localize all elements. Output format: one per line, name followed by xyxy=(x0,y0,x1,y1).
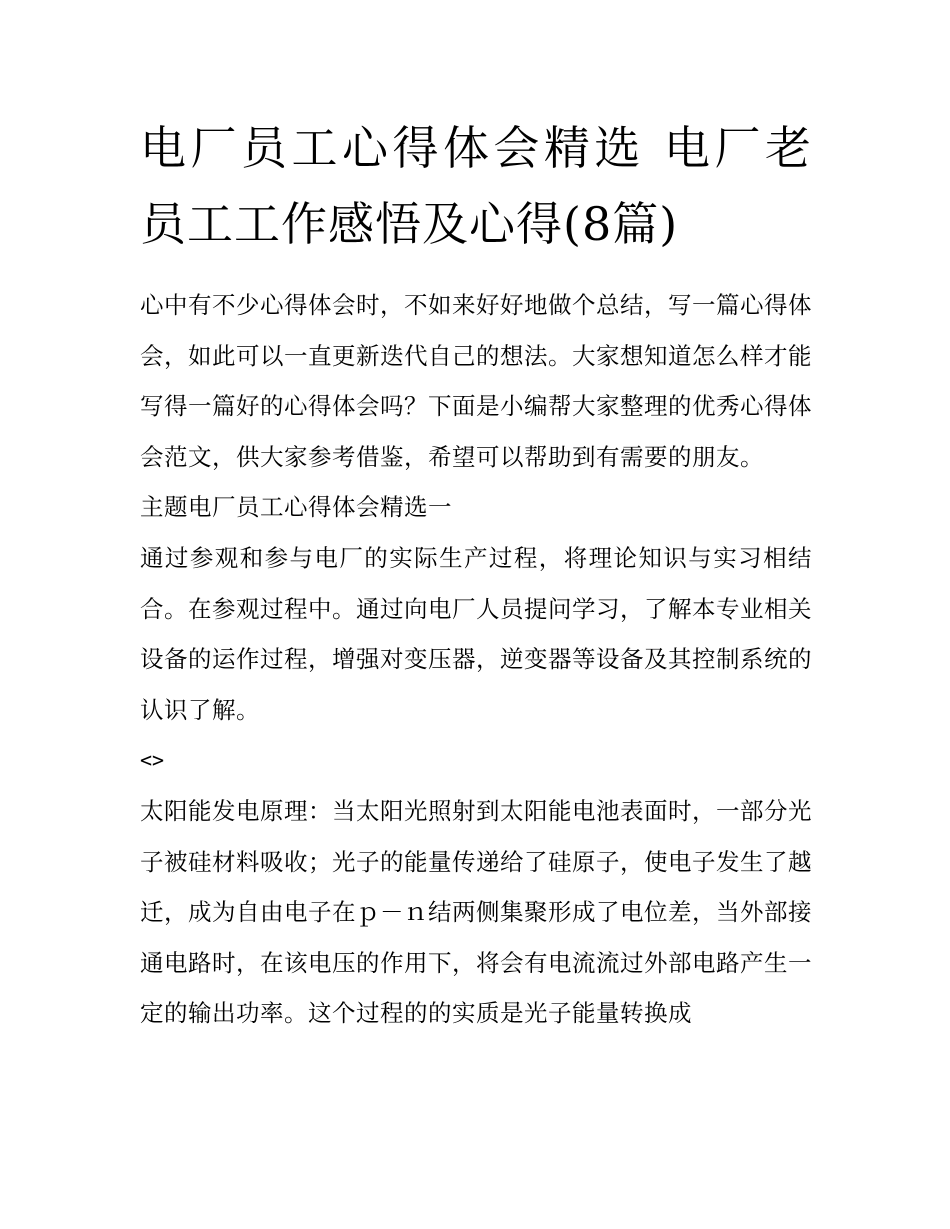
body-paragraph-2: 太阳能发电原理：当太阳光照射到太阳能电池表面时，一部分光子被硅材料吸收；光子的能量传递给了硅原子，使电子发生了越迁，成为自由电子在ｐ－ｎ结两侧集聚形成了电位差，当外部接通电路时，在该电压的作用下，将会有电流流过外部电路产生一定的输出功率。这个过程的的实质是光子能量转换成 xyxy=(140,796,812,1028)
section-heading: 主题电厂员工心得体会精选一 xyxy=(140,493,452,522)
document-title: 电厂员工心得体会精选 电厂老员工工作感悟及心得(8篇) xyxy=(140,121,812,251)
body-paragraph-1: 通过参观和参与电厂的实际生产过程，将理论知识与实习相结合。在参观过程中。通过向电厂人员提问学习，了解本专业相关设备的运作过程，增强对变压器，逆变器等设备及其控制系统的认识了解。 xyxy=(140,543,812,724)
placeholder-text: <> xyxy=(140,748,165,773)
document-page xyxy=(140,110,812,1039)
intro-paragraph: 心中有不少心得体会时，不如来好好地做个总结，写一篇心得体会，如此可以一直更新迭代自己的想法。大家想知道怎么样才能写得一篇好的心得体会吗？下面是小编帮大家整理的优秀心得体会范文，供大家参考借鉴，希望可以帮助到有需要的朋友。 xyxy=(140,291,812,471)
